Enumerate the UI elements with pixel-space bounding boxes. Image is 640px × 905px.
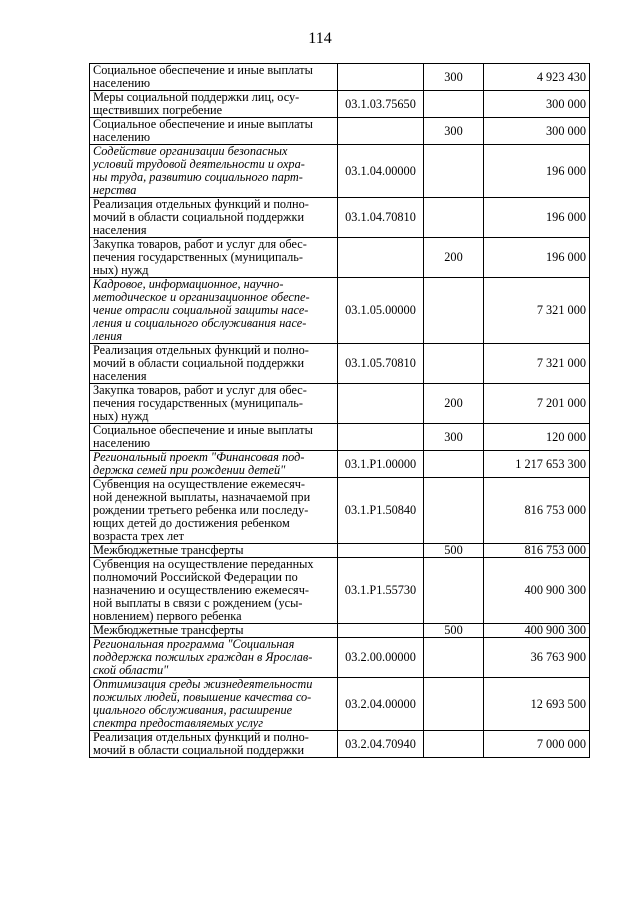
budget-table [89, 63, 590, 758]
row-name-line: Региональный проект "Финансовая под- [93, 450, 305, 464]
row-expense-type-cell [424, 91, 484, 118]
row-code-cell: 03.2.00.00000 [338, 638, 424, 678]
row-name-cell [90, 64, 338, 91]
row-sum-cell: 7 000 000 [484, 731, 590, 758]
row-code-cell [338, 64, 424, 91]
row-name-line: держка семей при рождении детей" [93, 463, 286, 477]
row-name-line: населения [93, 369, 147, 383]
row-name-cell [90, 384, 338, 424]
row-sum-cell: 7 201 000 [484, 384, 590, 424]
row-name-line: ществивших погребение [93, 103, 223, 117]
row-code-cell: 03.1.03.75650 [338, 91, 424, 118]
row-sum-cell: 400 900 300 [484, 558, 590, 624]
row-expense-type-cell [424, 344, 484, 384]
row-name-line: Субвенция на осуществление переданных [93, 557, 314, 571]
row-sum-cell: 36 763 900 [484, 638, 590, 678]
row-code-cell: 03.1.04.70810 [338, 198, 424, 238]
row-sum-cell: 196 000 [484, 198, 590, 238]
row-code-cell [338, 238, 424, 278]
table-row [90, 451, 590, 478]
row-name-cell [90, 198, 338, 238]
row-sum-cell: 196 000 [484, 238, 590, 278]
row-expense-type-cell [424, 451, 484, 478]
row-expense-type-cell [424, 678, 484, 731]
row-name-cell [90, 544, 338, 558]
row-name-line: печения государственных (муниципаль- [93, 396, 303, 410]
row-expense-type-cell: 300 [424, 424, 484, 451]
row-name-line: Меры социальной поддержки лиц, осу- [93, 90, 300, 104]
row-name-line: Социальное обеспечение и иные выплаты [93, 63, 313, 77]
row-name-line: условий трудовой деятельности и охра- [93, 157, 305, 171]
row-name-cell [90, 451, 338, 478]
row-name-line: ной денежной выплаты, назначаемой при [93, 490, 311, 504]
row-expense-type-cell: 300 [424, 118, 484, 145]
table-row [90, 558, 590, 624]
row-code-cell: 03.1.05.00000 [338, 278, 424, 344]
row-name-line: мочий в области социальной поддержки [93, 210, 305, 224]
row-name-line: пожилых людей, повышение качества со- [93, 690, 312, 704]
row-expense-type-cell: 200 [424, 384, 484, 424]
row-name-line: Субвенция на осуществление ежемесяч- [93, 477, 306, 491]
row-code-cell [338, 624, 424, 638]
table-row [90, 731, 590, 758]
row-expense-type-cell [424, 478, 484, 544]
row-name-cell [90, 478, 338, 544]
row-name-line: населению [93, 76, 151, 90]
row-name-cell [90, 424, 338, 451]
row-name-line: ской области" [93, 663, 169, 677]
row-sum-cell: 400 900 300 [484, 624, 590, 638]
table-row [90, 145, 590, 198]
row-name-line: ных) нужд [93, 263, 149, 277]
row-code-cell: 03.2.04.70940 [338, 731, 424, 758]
row-name-cell [90, 238, 338, 278]
row-sum-cell: 7 321 000 [484, 278, 590, 344]
row-code-cell: 03.1.05.70810 [338, 344, 424, 384]
row-expense-type-cell [424, 638, 484, 678]
table-row [90, 384, 590, 424]
row-sum-cell: 196 000 [484, 145, 590, 198]
row-name-line: печения государственных (муниципаль- [93, 250, 303, 264]
row-name-cell [90, 91, 338, 118]
row-name-cell [90, 558, 338, 624]
row-name-line: новлением) первого ребенка [93, 609, 242, 623]
table-row [90, 624, 590, 638]
row-name-cell [90, 344, 338, 384]
row-name-cell [90, 624, 338, 638]
row-sum-cell: 12 693 500 [484, 678, 590, 731]
table-row [90, 544, 590, 558]
row-name-cell [90, 731, 338, 758]
row-name-line: ления и социального обслуживания насе- [93, 316, 307, 330]
row-code-cell: 03.1.P1.50840 [338, 478, 424, 544]
row-sum-cell: 7 321 000 [484, 344, 590, 384]
row-sum-cell: 816 753 000 [484, 478, 590, 544]
row-expense-type-cell: 500 [424, 544, 484, 558]
row-code-cell: 03.1.P1.00000 [338, 451, 424, 478]
row-name-cell [90, 118, 338, 145]
row-name-line: чение отрасли социальной защиты насе- [93, 303, 309, 317]
row-name-line: ления [93, 329, 123, 343]
row-name-line: полномочий Российской Федерации по [93, 570, 298, 584]
row-code-cell: 03.1.P1.55730 [338, 558, 424, 624]
row-name-cell [90, 145, 338, 198]
row-name-line: нерства [93, 183, 137, 197]
row-name-line: мочий в области социальной поддержки [93, 356, 305, 370]
row-code-cell [338, 118, 424, 145]
table-row [90, 118, 590, 145]
row-code-cell [338, 544, 424, 558]
table-row [90, 638, 590, 678]
row-name-line: поддержка пожилых граждан в Ярослав- [93, 650, 313, 664]
row-code-cell: 03.2.04.00000 [338, 678, 424, 731]
row-expense-type-cell [424, 731, 484, 758]
row-name-line: Реализация отдельных функций и полно- [93, 343, 309, 357]
row-code-cell [338, 384, 424, 424]
row-name-line: мочий в области социальной поддержки [93, 743, 305, 757]
row-name-line: ны труда, развитию социального парт- [93, 170, 303, 184]
row-sum-cell: 1 217 653 300 [484, 451, 590, 478]
row-sum-cell: 300 000 [484, 118, 590, 145]
row-sum-cell: 300 000 [484, 91, 590, 118]
row-name-line: Социальное обеспечение и иные выплаты [93, 117, 313, 131]
row-sum-cell: 120 000 [484, 424, 590, 451]
row-name-line: населению [93, 436, 151, 450]
row-name-line: Закупка товаров, работ и услуг для обес- [93, 237, 307, 251]
row-name-line: ных) нужд [93, 409, 149, 423]
row-expense-type-cell: 300 [424, 64, 484, 91]
row-name-line: населения [93, 223, 147, 237]
row-name-line: Социальное обеспечение и иные выплаты [93, 423, 313, 437]
table-row [90, 678, 590, 731]
row-name-cell [90, 678, 338, 731]
row-name-line: Реализация отдельных функций и полно- [93, 197, 309, 211]
table-row [90, 198, 590, 238]
row-name-line: Кадровое, информационное, научно- [93, 277, 284, 291]
row-name-line: Реализация отдельных функций и полно- [93, 730, 309, 744]
row-name-line: назначению и осуществлению ежемесяч- [93, 583, 309, 597]
row-sum-cell: 4 923 430 [484, 64, 590, 91]
row-name-line: населению [93, 130, 151, 144]
row-name-line: Региональная программа "Социальная [93, 637, 295, 651]
table-row [90, 238, 590, 278]
row-name-line: Межбюджетные трансферты [93, 543, 244, 557]
budget-table-body [90, 64, 590, 758]
row-code-cell [338, 424, 424, 451]
row-name-cell [90, 278, 338, 344]
table-row [90, 64, 590, 91]
page-number: 114 [308, 30, 332, 47]
row-name-cell [90, 638, 338, 678]
row-expense-type-cell [424, 558, 484, 624]
row-name-line: циального обслуживания, расширение [93, 703, 293, 717]
row-name-line: спектра предоставляемых услуг [93, 716, 264, 730]
row-name-line: Оптимизация среды жизнедеятельности [93, 677, 313, 691]
row-name-line: ной выплаты в связи с рождением (усы- [93, 596, 303, 610]
row-name-line: Закупка товаров, работ и услуг для обес- [93, 383, 307, 397]
row-name-line: возраста трех лет [93, 529, 185, 543]
row-expense-type-cell [424, 198, 484, 238]
row-name-line: методическое и организационное обеспе- [93, 290, 310, 304]
row-expense-type-cell: 200 [424, 238, 484, 278]
table-row [90, 344, 590, 384]
row-code-cell: 03.1.04.00000 [338, 145, 424, 198]
table-row [90, 478, 590, 544]
row-expense-type-cell [424, 278, 484, 344]
row-name-line: Содействие организации безопасных [93, 144, 288, 158]
table-row [90, 91, 590, 118]
row-name-line: ющих детей до достижения ребенком [93, 516, 290, 530]
row-name-line: рождении третьего ребенка или последу- [93, 503, 309, 517]
row-sum-cell: 816 753 000 [484, 544, 590, 558]
table-row [90, 278, 590, 344]
row-expense-type-cell: 500 [424, 624, 484, 638]
table-row [90, 424, 590, 451]
row-name-line: Межбюджетные трансферты [93, 623, 244, 637]
row-expense-type-cell [424, 145, 484, 198]
